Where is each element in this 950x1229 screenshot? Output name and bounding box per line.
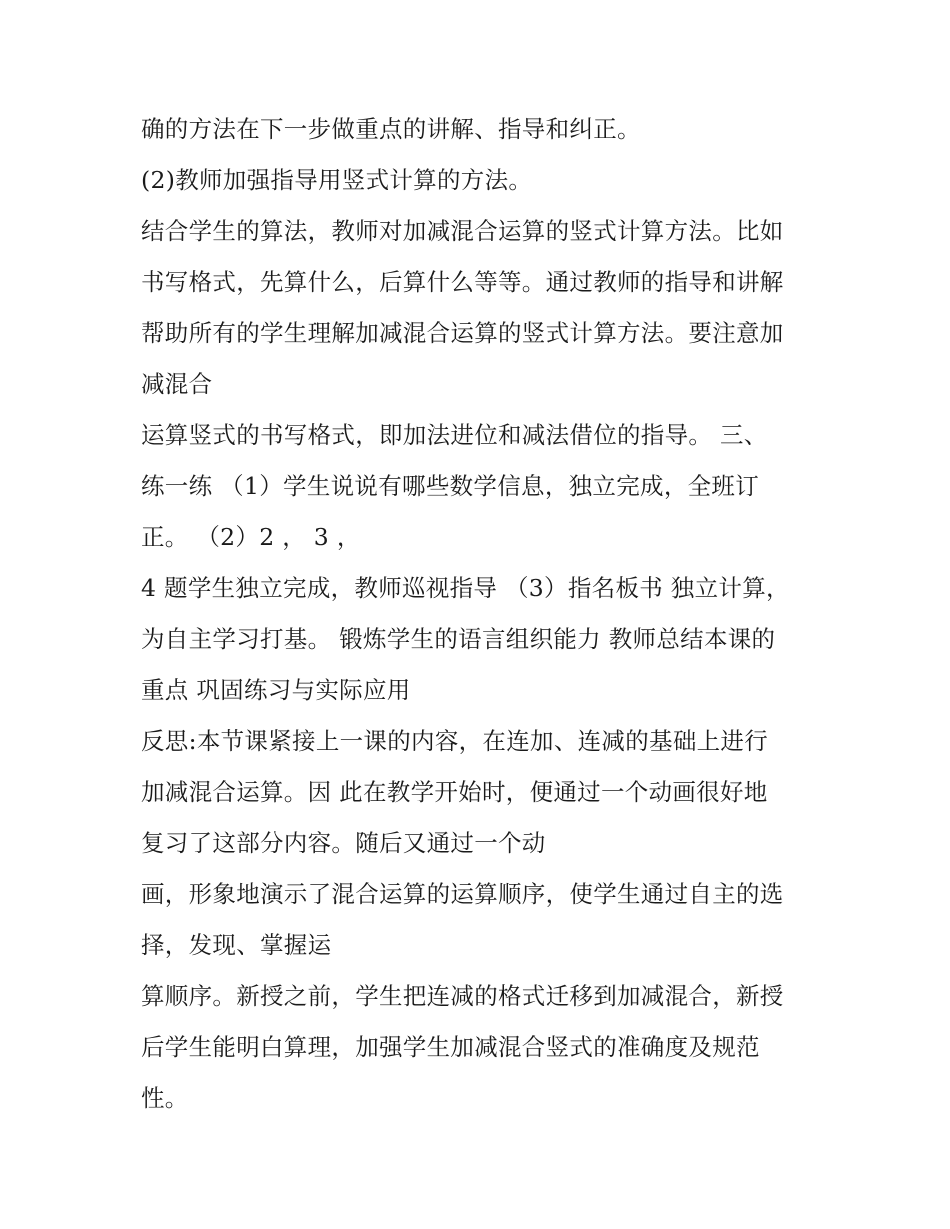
text-line: 4 题学生独立完成，教师巡视指导 （3）指名板书 独立计算， [141, 574, 790, 602]
text-line: 帮助所有的学生理解加减混合运算的竖式计算方法。要注意加 [141, 319, 784, 347]
text-line: 书写格式，先算什么，后算什么等等。通过教师的指导和讲解 [141, 268, 784, 296]
text-line: 后学生能明白算理，加强学生加减混合竖式的准确度及规范 [141, 1033, 760, 1061]
text-line: 性。 [141, 1084, 189, 1112]
text-line: 确的方法在下一步做重点的讲解、指导和纠正。 [141, 115, 641, 143]
text-line: (2)教师加强指导用竖式计算的方法。 [141, 166, 533, 194]
text-line: 重点 巩固练习与实际应用 [141, 676, 411, 704]
text-line: 画，形象地演示了混合运算的运算顺序，使学生通过自主的选 [141, 880, 784, 908]
body-text [141, 104, 821, 1124]
text-line: 为自主学习打基。 锻炼学生的语言组织能力 教师总结本课的 [141, 625, 776, 653]
text-line: 运算竖式的书写格式，即加法进位和减法借位的指导。 三、 [141, 421, 768, 449]
text-line: 正。 （2）2 ， 3 ， [141, 523, 361, 551]
text-line: 复习了这部分内容。随后又通过一个动 [141, 829, 546, 857]
text-line: 反思:本节课紧接上一课的内容，在连加、连减的基础上进行 [141, 727, 769, 755]
text-line: 练一练 （1）学生说说有哪些数学信息，独立完成，全班订 [141, 472, 760, 500]
text-line: 加减混合运算。因 此在教学开始时，便通过一个动画很好地 [141, 778, 768, 806]
text-line: 减混合 [141, 370, 213, 398]
text-line: 算顺序。新授之前，学生把连减的格式迁移到加减混合，新授 [141, 982, 784, 1010]
text-line: 择，发现、掌握运 [141, 931, 332, 959]
text-line: 结合学生的算法，教师对加减混合运算的竖式计算方法。比如 [141, 217, 784, 245]
